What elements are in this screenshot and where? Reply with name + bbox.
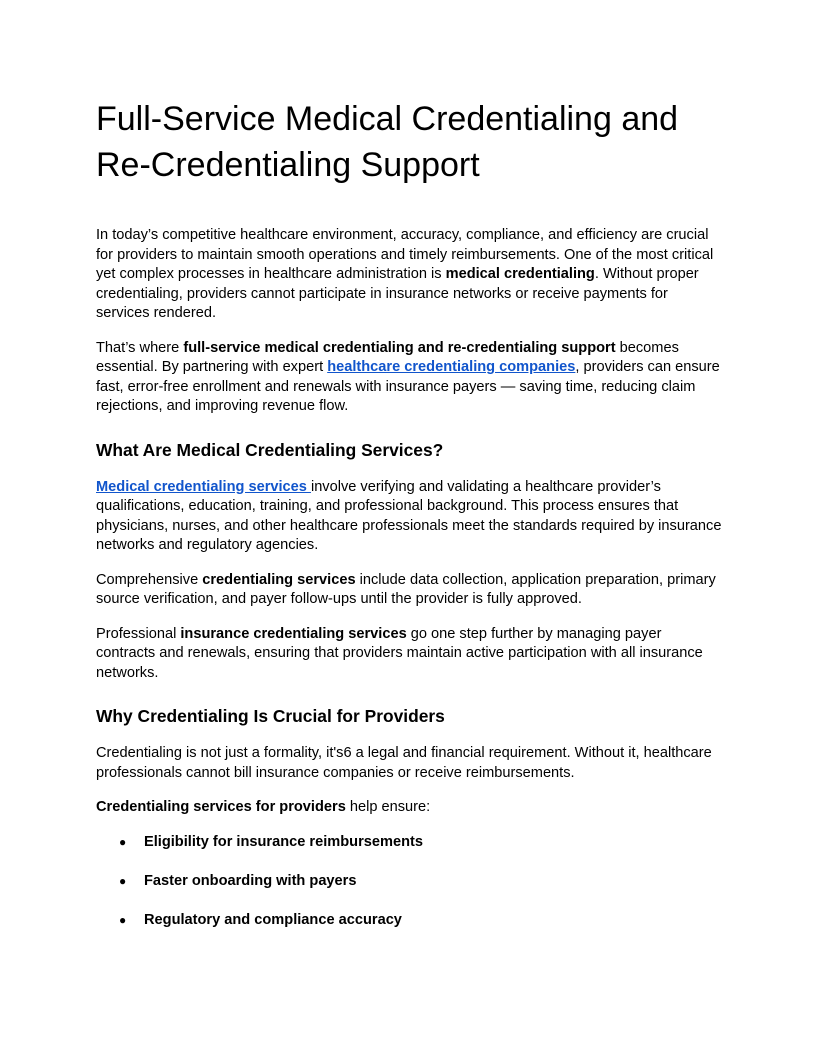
link-medical-credentialing-services[interactable]: Medical credentialing services [96, 478, 311, 495]
page-title-line1: Full-Service Medical Credentialing and [96, 100, 679, 138]
intro-paragraph-1: In today’s competitive healthcare environment, accuracy, compliance, and efficiency are crucial for providers to maintain smooth operations and timely reimbursements. One of the most critical yet complex processes in healthcare administration is medical credentialing. Without proper credentialing, providers cannot participate in insurance networks or receive payments for services rendered. [96, 227, 714, 321]
bullet-icon: ● [119, 834, 127, 849]
list-item: ● Eligibility for insurance reimbursements [96, 833, 722, 853]
page-title [96, 96, 722, 188]
section-heading-why-crucial: Why Credentialing Is Crucial for Providers [96, 706, 445, 726]
list-item: ● Regulatory and compliance accuracy [96, 911, 722, 931]
bullet-icon: ● [119, 873, 127, 888]
section1-paragraph-3: Professional insurance credentialing services go one step further by managing payer contracts and renewals, ensuring that providers maintain active participation with all insurance networks. [96, 625, 703, 681]
bold-insurance-credentialing-services: insurance credentialing services [180, 625, 407, 642]
bold-credentialing-services-for-providers: Credentialing services for providers [96, 799, 346, 815]
bold-medical-credentialing: medical credentialing [445, 266, 595, 282]
bullet-icon: ● [119, 912, 127, 927]
list-item: ● Faster onboarding with payers [96, 872, 722, 892]
link-healthcare-credentialing-companies[interactable]: healthcare credentialing companies [327, 359, 576, 375]
bold-credentialing-services: credentialing services [202, 571, 356, 588]
section2-paragraph-1: Credentialing is not just a formality, it's6 a legal and financial requirement. Without it, healthcare professionals cannot bill insurance companies or receive reimbursements. [96, 745, 712, 781]
section1-paragraph-1: Medical credentialing services involve verifying and validating a healthcare provider’s qualifications, education, training, and professional background. This process ensures that physicians, nurses, and other healthcare professionals meet the standards required by insurance networks and regulatory agencies. [96, 478, 722, 553]
section2-paragraph-2: Credentialing services for providers help ensure: [96, 799, 431, 815]
page-title-line2: Re-Credentialing Support [96, 146, 480, 184]
section1-paragraph-2: Comprehensive credentialing services include data collection, application preparation, primary source verification, and payer follow-ups until the provider is fully approved. [96, 571, 716, 607]
document-page [96, 96, 722, 950]
bold-full-service: full-service medical credentialing and re-credentialing support [183, 339, 616, 356]
intro-paragraph-2: That’s where full-service medical credentialing and re-credentialing support becomes essential. By partnering with expert healthcare credentialing companies, providers can ensure fast, error-free enrollment and renewals with insurance payers — saving time, reducing claim rejections, and improving revenue flow. [96, 339, 720, 414]
benefits-list [96, 833, 722, 931]
section-heading-what-are: What Are Medical Credentialing Services? [96, 439, 444, 460]
